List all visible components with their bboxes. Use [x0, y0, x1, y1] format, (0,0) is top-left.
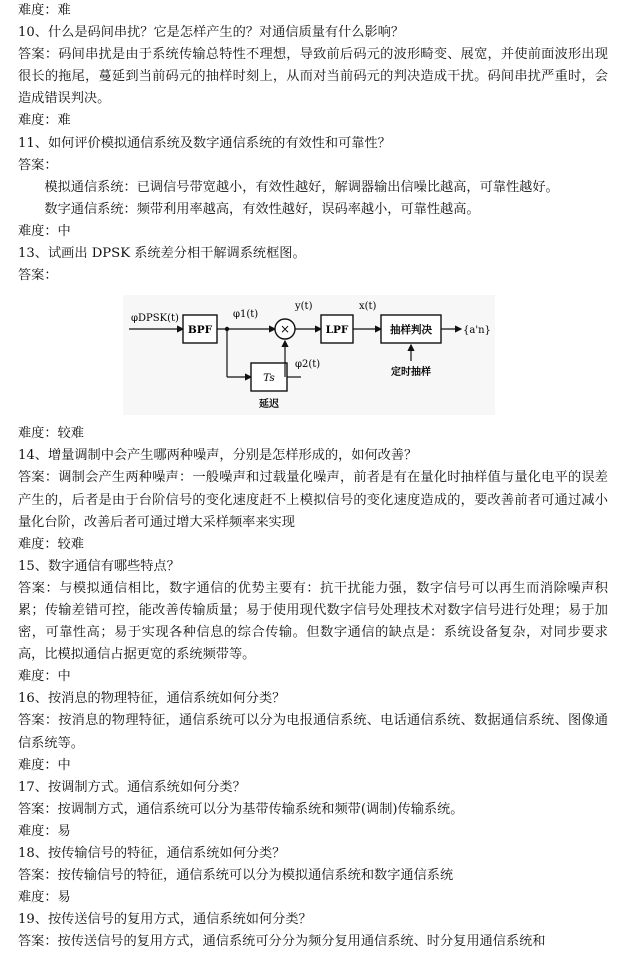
question-10: 10、什么是码间串扰？它是怎样产生的？对通信质量有什么影响？ — [18, 25, 405, 41]
question-18: 18、按传输信号的特征，通信系统如何分类？ — [18, 846, 286, 861]
difficulty-label: 难度：难 — [18, 113, 71, 129]
y-label: y(t) — [295, 301, 313, 313]
difficulty-label: 难度：中 — [18, 669, 71, 685]
question-19: 19、按传送信号的复用方式，通信系统如何分类？ — [18, 912, 312, 928]
document-page — [18, 0, 608, 953]
difficulty-label: 难度：难 — [18, 3, 71, 18]
question-17: 17、按调制方式。通信系统如何分类？ — [18, 779, 246, 795]
delay-block-label: Ts — [263, 372, 275, 385]
answer-11-analog: 模拟通信系统：已调信号带宽越小，有效性越好，解调器输出信噪比越高，可靠性越好。 — [44, 179, 559, 195]
multiplier-symbol: × — [279, 322, 291, 337]
question-15: 15、数字通信有哪些特点？ — [18, 558, 180, 574]
answer-15: 答案：与模拟通信相比，数字通信的优势主要有：抗干扰能力强，数字信号可以再生而消除噪声积累；传输差错可控，能改善传输质量；易于使用现代数字信号处理技术对数字信号进行处理；易于加密，可靠性高；易于实现各种信息的综合传输。但数字通信的缺点是：系统设备复杂，对同步要求高，比模拟通信占据更宽的系统频带等。 — [18, 580, 608, 663]
difficulty-label: 难度：较难 — [18, 426, 84, 442]
answer-19: 答案：按传送信号的复用方式，通信系统可分分为频分复用通信系统、时分复用通信系统和 — [18, 934, 546, 950]
answer-label: 答案： — [18, 157, 58, 173]
x-label: x(t) — [359, 301, 377, 313]
lpf-label: LPF — [325, 324, 349, 337]
question-16: 16、按消息的物理特征，通信系统如何分类？ — [18, 691, 286, 707]
output-label: {a'n} — [463, 325, 491, 337]
answer-16: 答案：按消息的物理特征，通信系统可以分为电报通信系统、电话通信系统、数据通信系统、图像通信系统等。 — [18, 713, 608, 751]
difficulty-label: 难度：中 — [18, 757, 71, 773]
difficulty-label: 难度：较难 — [18, 536, 84, 552]
question-13: 13、试画出 DPSK 系统差分相干解调系统框图。 — [18, 246, 306, 262]
difficulty-label: 难度：中 — [18, 223, 71, 239]
answer-11-digital: 数字通信系统：频带利用率越高，有效性越好，误码率越小，可靠性越高。 — [44, 201, 480, 217]
delay-label: 延迟 — [259, 399, 279, 411]
sampler-label: 抽样判决 — [390, 324, 432, 337]
question-14: 14、增量调制中会产生哪两种噪声，分别是怎样形成的，如何改善？ — [18, 448, 418, 464]
input-signal-label: φDPSK(t) — [131, 313, 179, 325]
answer-17: 答案：按调制方式，通信系统可以分为基带传输系统和频带(调制)传输系统。 — [18, 801, 464, 817]
dpsk-block-diagram — [123, 295, 495, 415]
difficulty-label: 难度：易 — [18, 823, 71, 839]
answer-10: 答案：码间串扰是由于系统传输总特性不理想，导致前后码元的波形畸变、展宽，并使前面波形出现很长的拖尾，蔓延到当前码元的抽样时刻上，从而对当前码元的判决造成干扰。码间串扰严重时，会造成错误判决。 — [18, 47, 608, 107]
timing-label: 定时抽样 — [391, 367, 431, 379]
answer-18: 答案：按传输信号的特征，通信系统可以分为模拟通信系统和数字通信系统 — [18, 868, 454, 884]
answer-14: 答案：调制会产生两种噪声：一般噪声和过载量化噪声，前者是有在量化时抽样值与量化电平的误差产生的，后者是由于台阶信号的变化速度赶不上模拟信号的变化速度造成的，要改善前者可通过减小量化台阶，改善后者可通过增大采样频率来实现 — [18, 470, 608, 530]
phi1-label: φ1(t) — [233, 309, 259, 321]
dpsk-diagram-figure — [18, 291, 608, 419]
bpf-label: BPF — [187, 324, 213, 337]
difficulty-label: 难度：易 — [18, 890, 71, 906]
answer-label: 答案： — [18, 268, 58, 284]
phi2-label: φ2(t) — [295, 359, 321, 371]
question-11: 11、如何评价模拟通信系统及数字通信系统的有效性和可靠性？ — [18, 135, 391, 151]
